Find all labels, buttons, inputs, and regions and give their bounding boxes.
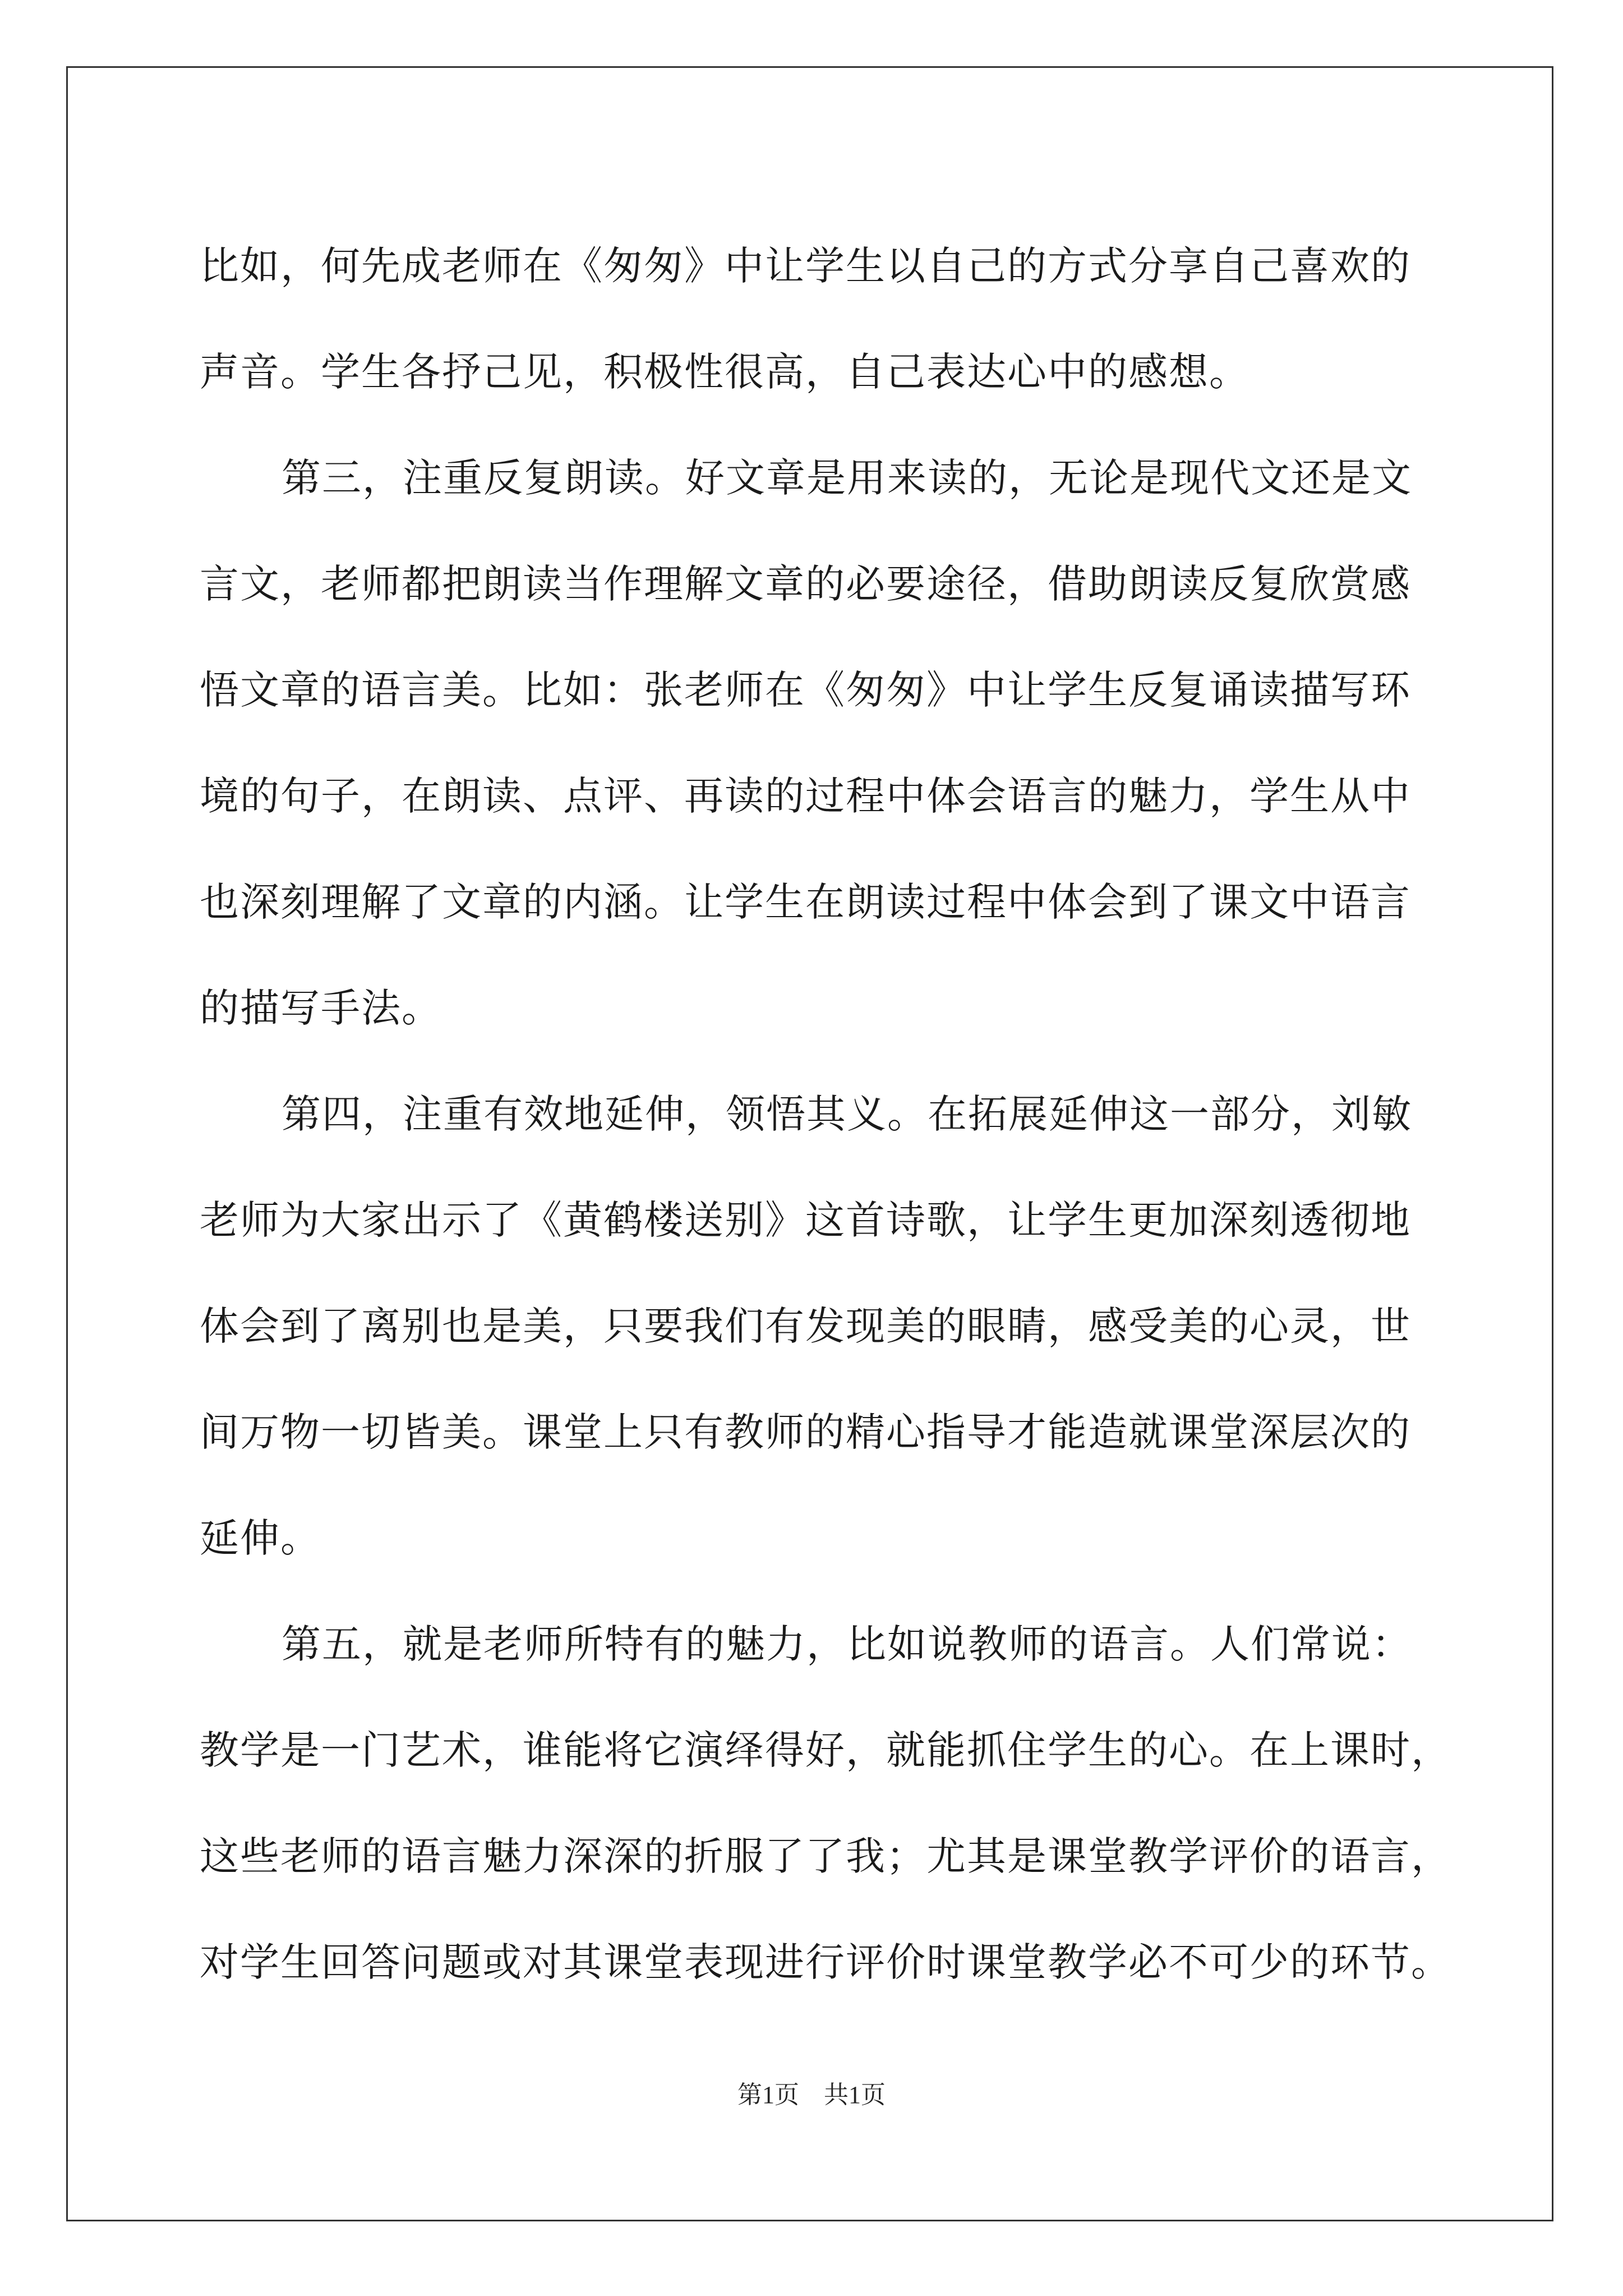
page-footer: 第1页 共1页 <box>737 2081 886 2109</box>
text-line: 对学生回答问题或对其课堂表现进行评价时课堂教学必不可少的环节。 <box>200 1939 1451 1985</box>
text-line: 的描写手法。 <box>200 985 442 1031</box>
text-line: 声音。学生各抒己见，积极性很高，自己表达心中的感想。 <box>200 349 1249 395</box>
text-line: 间万物一切皆美。课堂上只有教师的精心指导才能造就课堂深层次的 <box>200 1409 1411 1455</box>
text-line: 这些老师的语言魅力深深的折服了了我；尤其是课堂教学评价的语言， <box>200 1833 1451 1879</box>
paragraph-1 <box>200 213 1422 425</box>
text-line: 老师为大家出示了《黄鹤楼送别》这首诗歌，让学生更加深刻透彻地 <box>200 1197 1411 1243</box>
paragraph-3 <box>200 1061 1422 1591</box>
text-line: 第三，注重反复朗读。好文章是用来读的，无论是现代文还是文 <box>282 455 1412 501</box>
text-line: 延伸。 <box>200 1515 321 1561</box>
document-body <box>200 213 1451 2016</box>
text-line: 境的句子，在朗读、点评、再读的过程中体会语言的魅力，学生从中 <box>200 773 1411 819</box>
paragraph-2 <box>200 425 1422 1061</box>
text-line: 悟文章的语言美。比如：张老师在《匆匆》中让学生反复诵读描写环 <box>200 667 1411 713</box>
text-line: 第四，注重有效地延伸，领悟其义。在拓展延伸这一部分，刘敏 <box>282 1091 1412 1137</box>
text-line: 比如，何先成老师在《匆匆》中让学生以自己的方式分享自己喜欢的 <box>200 243 1411 289</box>
paragraph-4 <box>200 1591 1451 2016</box>
text-line: 第五，就是老师所特有的魅力，比如说教师的语言。人们常说： <box>282 1621 1412 1667</box>
text-line: 也深刻理解了文章的内涵。让学生在朗读过程中体会到了课文中语言 <box>200 879 1411 925</box>
text-line: 教学是一门艺术，谁能将它演绎得好，就能抓住学生的心。在上课时， <box>200 1727 1451 1773</box>
text-line: 言文，老师都把朗读当作理解文章的必要途径，借助朗读反复欣赏感 <box>200 561 1411 607</box>
text-line: 体会到了离别也是美，只要我们有发现美的眼睛，感受美的心灵，世 <box>200 1303 1411 1349</box>
